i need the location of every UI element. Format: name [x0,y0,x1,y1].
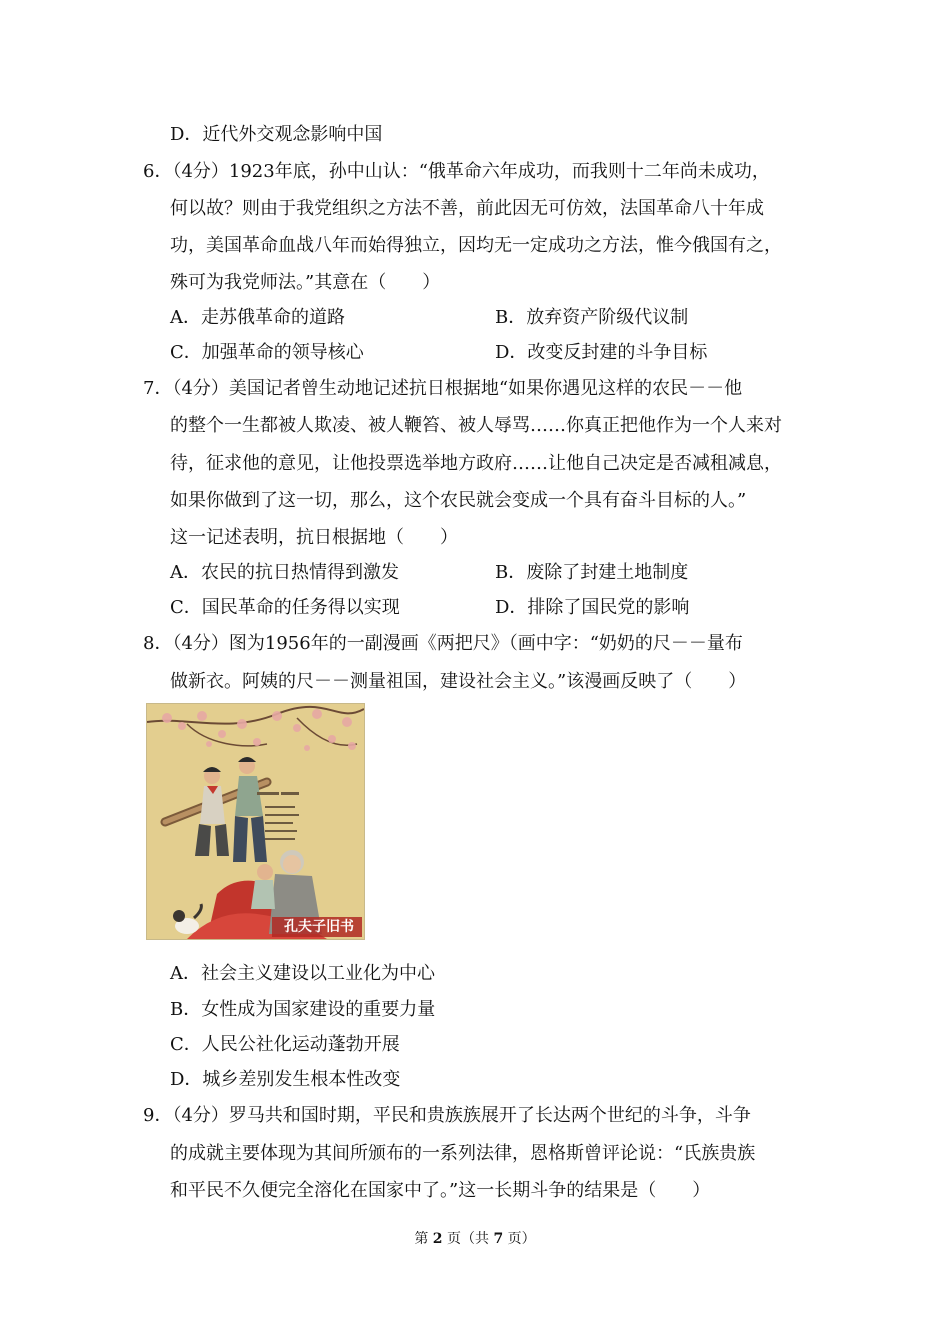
q7-option-b: B．废除了封建土地制度 [495,562,689,583]
footer-suffix: 页） [507,1231,536,1247]
footer-total-pages: 7 [493,1231,504,1247]
q7-option-d: D．排除了国民党的影响 [495,597,690,618]
q9-stem-line-2: 的成就主要体现为其间所颁布的一系列法律，恩格斯曾评论说：“氏族贵族 [170,1143,756,1164]
q6-option-a: A．走苏俄革命的道路 [170,307,345,328]
q8-option-c: C．人民公社化运动蓬勃开展 [170,1034,400,1055]
q5-option-d: D．近代外交观念影响中国 [170,124,383,145]
footer-page-number: 2 [432,1231,443,1247]
q6-stem-line-4: 殊可为我党师法。”其意在（ ） [170,272,441,293]
q6-option-d: D．改变反封建的斗争目标 [495,342,708,363]
q7-stem-line-3: 待，征求他的意见，让他投票选举地方政府……让他自己决定是否减租减息， [170,453,782,474]
page-footer [0,1229,950,1249]
footer-prefix: 第 [414,1231,429,1247]
q9-stem-line-3: 和平民不久便完全溶化在国家中了。”这一长期斗争的结果是（ ） [170,1180,711,1201]
q7-stem-line-2: 的整个一生都被人欺凌、被人鞭笞、被人辱骂……你真正把他作为一个人来对 [170,415,782,436]
q7-option-a: A．农民的抗日热情得到激发 [170,562,399,583]
q6-stem-line-2: 何以故？则由于我党组织之方法不善，前此因无可仿效，法国革命八十年成 [170,198,764,219]
q8-option-b: B．女性成为国家建设的重要力量 [170,999,436,1020]
q6-option-b: B．放弃资产阶级代议制 [495,307,689,328]
q6-stem-line-1: 6．（4分）1923年底，孙中山认：“俄革命六年成功，而我则十二年尚未成功， [143,161,770,182]
q6-option-c: C．加强革命的领导核心 [170,342,364,363]
q8-stem-line-1: 8．（4分）图为1956年的一副漫画《两把尺》（画中字：“奶奶的尺－－量布 [143,633,743,654]
q8-stem-line-2: 做新衣。阿姨的尺－－测量祖国，建设社会主义。”该漫画反映了（ ） [170,671,747,692]
comic-illustration [146,703,365,940]
q6-stem-line-3: 功，美国革命血战八年而始得独立，因均无一定成功之方法，惟今俄国有之， [170,235,782,256]
q8-option-a: A．社会主义建设以工业化为中心 [170,963,435,984]
q7-option-c: C．国民革命的任务得以实现 [170,597,400,618]
footer-middle: 页（共 [447,1231,489,1247]
comic-watermark: 孔夫子旧书 [284,919,354,935]
q8-option-d: D．城乡差别发生根本性改变 [170,1069,401,1090]
q9-stem-line-1: 9．（4分）罗马共和国时期，平民和贵族族展开了长达两个世纪的斗争，斗争 [143,1105,751,1126]
q7-stem-line-4: 如果你做到了这一切，那么，这个农民就会变成一个具有奋斗目标的人。” [170,490,747,511]
q7-stem-line-1: 7．（4分）美国记者曾生动地记述抗日根据地“如果你遇见这样的农民－－他 [143,378,743,399]
q7-stem-line-5: 这一记述表明，抗日根据地（ ） [170,527,458,548]
